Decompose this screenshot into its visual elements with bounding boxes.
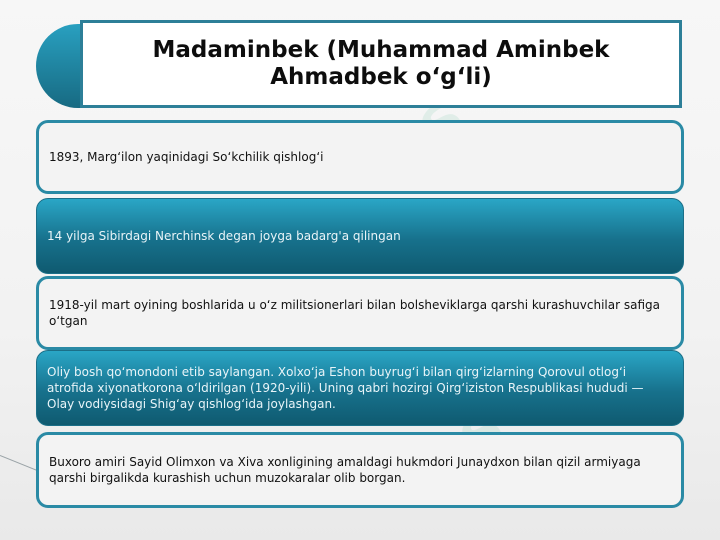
title-box [80,20,682,108]
list-item-text: Oliy bosh qo‘mondoni etib saylangan. Xolxo‘ja Eshon buyrug‘i bilan qirg‘izlarning Qorovul otlog‘i atrofida xiyonatkorona o‘ldirilgan (1920-yili). Uning qabri hozirgi Qirg‘iziston Respublikasi hududi — Olay vodiysidagi Shig‘ay qishlog‘ida joylashgan. [47,365,644,411]
list-item [36,350,684,426]
page-title: Madaminbek (Muhammad Aminbek Ahmadbek o‘g‘li) [152,37,610,90]
list-item [36,198,684,274]
list-item-text: Buxoro amiri Sayid Olimxon va Xiva xonligining amaldagi hukmdori Junaydxon bilan qizil armiyaga qarshi birgalikda kurashish uchun muzokaralar olib borgan. [49,455,641,485]
list-item-text: 1918-yil mart oyining boshlarida u o‘z militsionerlari bilan bolsheviklarga qarshi kurashuvchilar safiga o‘tgan [49,298,660,328]
list-item [36,276,684,350]
list-item-text: 14 yilga Sibirdagi Nerchinsk degan joyga badarg'a qilingan [47,229,401,243]
list-item-text: 1893, Marg‘ilon yaqinidagi So‘kchilik qishlog‘i [49,150,324,164]
list-item [36,432,684,508]
list-item [36,120,684,194]
